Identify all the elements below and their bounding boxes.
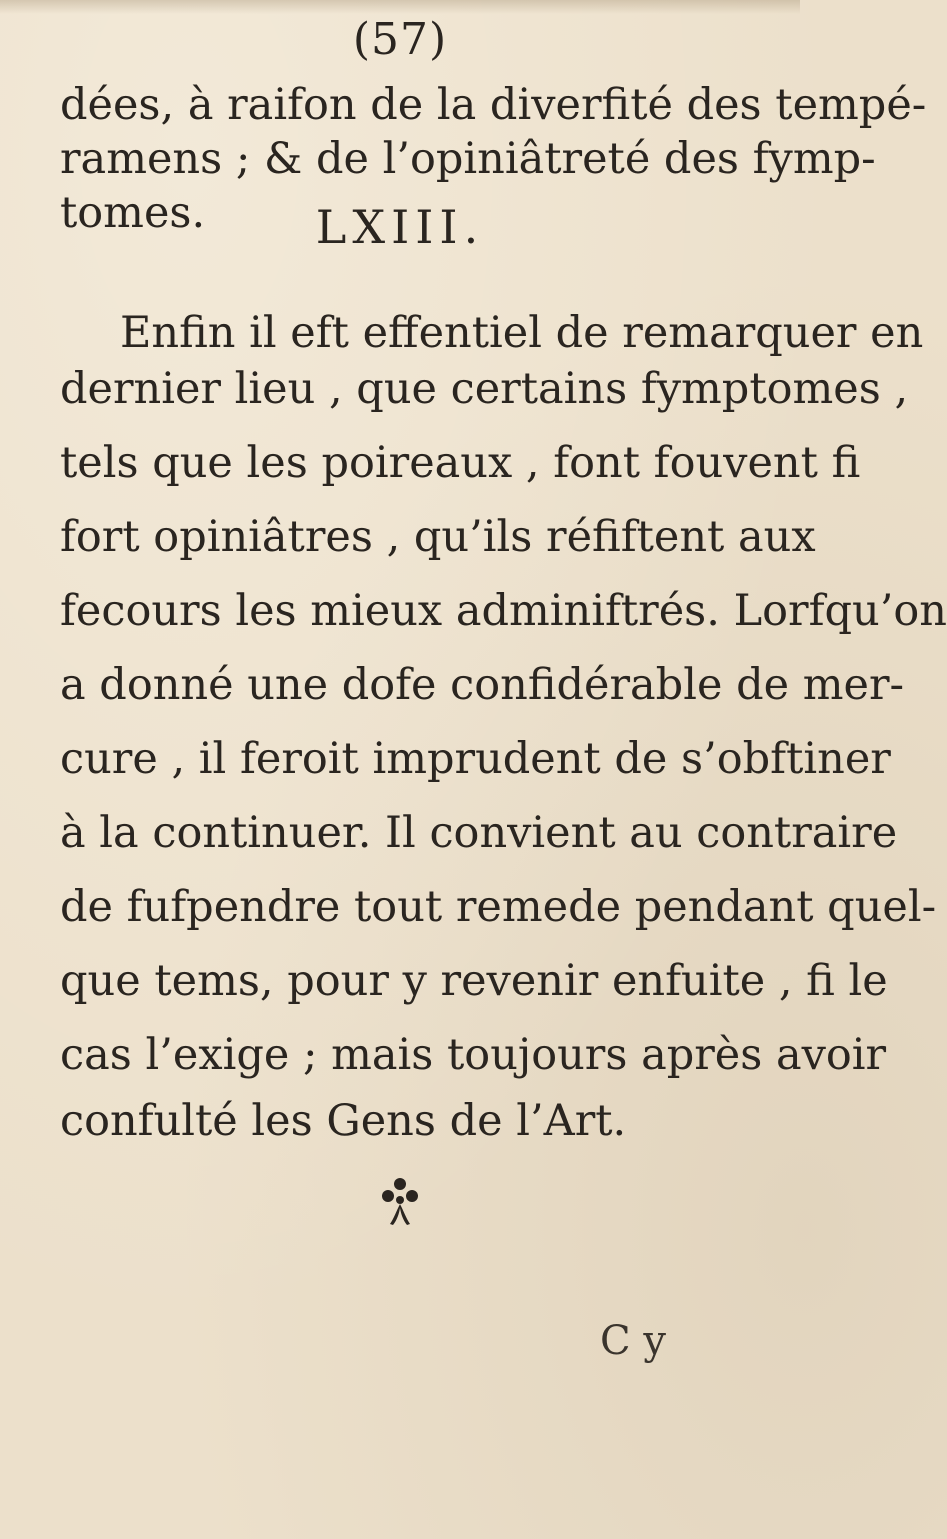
paragraph-line: cas l’exige ; mais toujours après avoir (60, 1030, 887, 1080)
paragraph-line: confulté les Gens de l’Art. (60, 1096, 627, 1146)
paragraph-line: Enfin il eft effentiel de remarquer en (120, 308, 924, 358)
paragraph-line: que tems, pour y revenir enfuite , fi le (60, 956, 888, 1006)
paragraph-line: de fufpendre tout remede pendant quel- (60, 882, 937, 932)
text-line: ramens ; & de l’opiniâtreté des fymp- (60, 134, 876, 184)
section-number: LXIII. (315, 200, 485, 254)
paragraph-line: tels que les poireaux , font fouvent fi (60, 438, 861, 488)
text-line: dées, à raifon de la diverfité des tempé- (60, 80, 927, 130)
text-line: tomes. (60, 188, 206, 238)
page-number: (57) (352, 14, 448, 65)
paragraph-line: cure , il feroit imprudent de s’obftiner (60, 734, 891, 784)
paragraph-line: fecours les mieux adminiftrés. Lorfqu’on (60, 586, 947, 636)
paragraph-line: fort opiniâtres , qu’ils réfiftent aux (60, 512, 816, 562)
floral-ornament-icon (370, 1170, 430, 1230)
page-edge (0, 0, 800, 14)
signature-mark: C y (600, 1318, 666, 1364)
paragraph-line: à la continuer. Il convient au contraire (60, 808, 898, 858)
paragraph-line: dernier lieu , que certains fymptomes , (60, 364, 909, 414)
paragraph-line: a donné une dofe confidérable de mer- (60, 660, 905, 710)
